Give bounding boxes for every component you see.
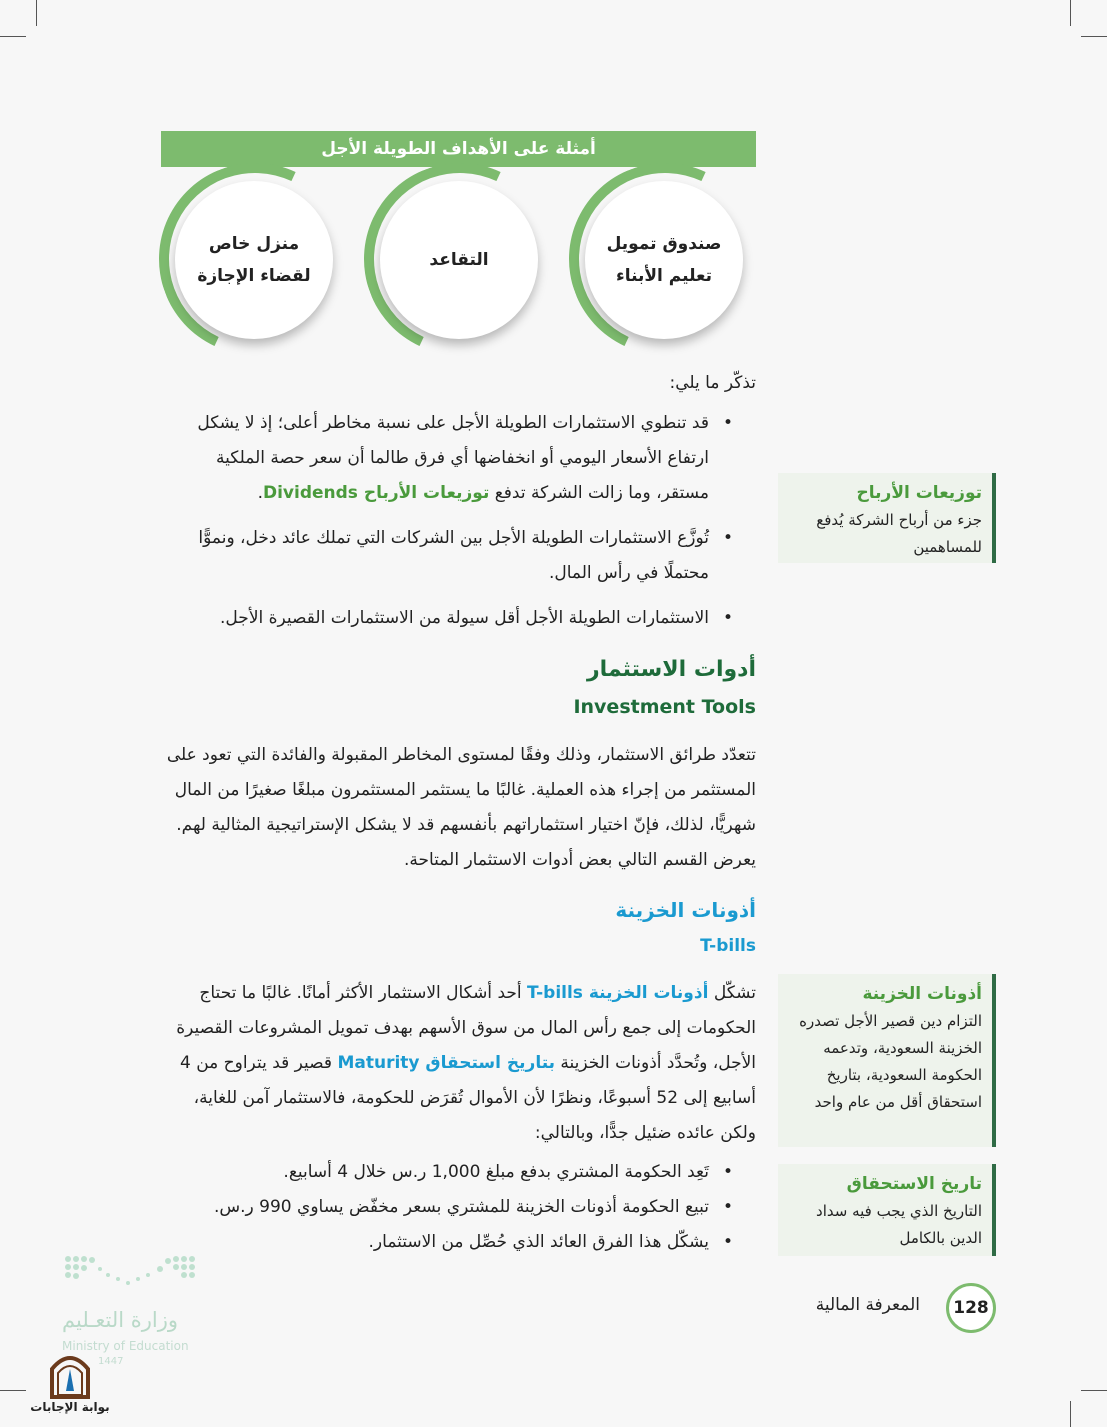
book-title: المعرفة المالية [815,1295,920,1315]
bullet-text: تَعِد الحكومة المشتري بدفع مبلغ 1,000 ر.س خلال 4 أسابيع. [283,1162,709,1182]
glossary-box-tbills [778,974,996,1147]
bullet-text: تبيع الحكومة أذونات الخزينة للمشتري بسعر مخفّض يساوي 990 ر.س. [213,1197,709,1217]
bullet-text: . [257,483,263,503]
crop-mark [1081,1390,1107,1391]
list-item [161,1190,735,1225]
tbills-term: أذونات الخزينة T-bills [527,983,709,1003]
glossary-term: تاريخ الاستحقاق [846,1174,982,1194]
ministry-logo-icon [62,1253,198,1293]
glossary-definition: التزام دين قصير الأجل تصدره الخزينة السعودية، وتدعمه الحكومة السعودية، بتاريخ استحقاق أقل من عام واحد [799,1012,982,1111]
goal-line: لقضاء الإجازة [197,266,311,286]
list-item [161,1155,735,1190]
para-text: تشكّل [708,983,756,1003]
goal-line: صندوق تمويل [606,233,722,254]
dividends-term: توزيعات الأرباح Dividends [262,483,490,503]
answers-portal-label: بوابة الإجابات [30,1400,110,1414]
section-title-en: Investment Tools [573,696,756,718]
bullet-text: قد تنطوي الاستثمارات الطويلة الأجل على نسبة مخاطر أعلى؛ إذ لا يشكل ارتفاع الأسعار اليومي أو انخفاضها أي فرق طالما أن سعر حصة الملكية مستقر، وما زالت الشركة تدفع [197,413,709,503]
crop-mark [36,0,37,26]
ministry-name-ar: وزارة التعـليم [62,1308,179,1332]
list-item [161,1225,735,1260]
glossary-term: أذونات الخزينة [862,984,982,1004]
glossary-term: توزيعات الأرباح [856,483,982,503]
list-item [161,521,735,591]
remember-heading: تذكّر ما يلي: [669,373,756,393]
list-item [161,601,735,636]
bullet-text: تُوزَّع الاستثمارات الطويلة الأجل بين الشركات التي تملك عائد دخل، ونموًّا محتملًا في رأس المال. [198,528,709,583]
maturity-term: بتاريخ استحقاق Maturity [337,1053,556,1073]
para-text: قصير قد يتراوح من 4 أسابيع إلى 52 أسبوعًا، ونظرًا لأن الأموال تُقرَض للحكومة، فالاستثمار آمن للغاية، ولكن عائده ضئيل جدًّا، وبالتالي: [179,1053,756,1143]
crop-mark [0,36,26,37]
crop-mark [1070,1401,1071,1427]
goal-circle-text [380,181,538,339]
glossary-box-maturity [778,1164,996,1256]
list-item [161,406,735,511]
tbills-title-en: T-bills [700,936,756,956]
tbills-title-ar: أذونات الخزينة [615,898,756,922]
goal-line: تعليم الأبناء [616,266,712,286]
goal-circle [159,163,351,355]
goal-circle [364,163,556,355]
crop-mark [0,1390,26,1391]
remember-list [161,406,735,636]
para-text: أحد أشكال الاستثمار الأكثر أمانًا. غالبًا ما تحتاج الحكومات إلى جمع رأس المال من سوق الأسهم بهدف تمويل المشروعات القصيرة الأجل، وتُحدَّد أذونات الخزينة [176,983,756,1073]
examples-banner: أمثلة على الأهداف الطويلة الأجل [161,131,756,167]
crop-mark [1070,0,1071,26]
tbills-list [161,1155,735,1260]
section-title-ar: أدوات الاستثمار [586,657,756,682]
bullet-text: الاستثمارات الطويلة الأجل أقل سيولة من الاستثمارات القصيرة الأجل. [220,608,709,628]
goal-line: منزل خاص [208,233,300,254]
bullet-text: يشكّل هذا الفرق العائد الذي حُصِّل من الاستثمار. [368,1232,709,1252]
tools-paragraph: تتعدّد طرائق الاستثمار، وذلك وفقًا لمستوى المخاطر المقبولة والفائدة التي تعود على المستثمر من إجراء هذه العملية. غالبًا ما يستثمر المستثمرون مبلغًا صغيرًا من المال شهريًّا، لذلك، فإنّ اختيار استثماراتهم بأنفسهم قد لا يشكل الإستراتيجية المثالية لهم. يعرض القسم التالي بعض أدوات الاستثمار المتاحة. [166,745,756,870]
glossary-definition: التاريخ الذي يجب فيه سداد الدين بالكامل [816,1202,982,1247]
crop-mark [1081,36,1107,37]
goal-circle-text [585,181,743,339]
tbills-paragraph [161,976,756,1151]
ministry-name-en: Ministry of Education [62,1339,189,1353]
ministry-year: 1447 [98,1356,124,1367]
goal-circle [569,163,761,355]
glossary-definition: جزء من أرباح الشركة يُدفع للمساهمين [816,511,982,556]
goal-line: التقاعد [429,249,489,270]
goal-circle-text [175,181,333,339]
page-number: 128 [946,1283,996,1333]
glossary-box-dividends [778,473,996,563]
